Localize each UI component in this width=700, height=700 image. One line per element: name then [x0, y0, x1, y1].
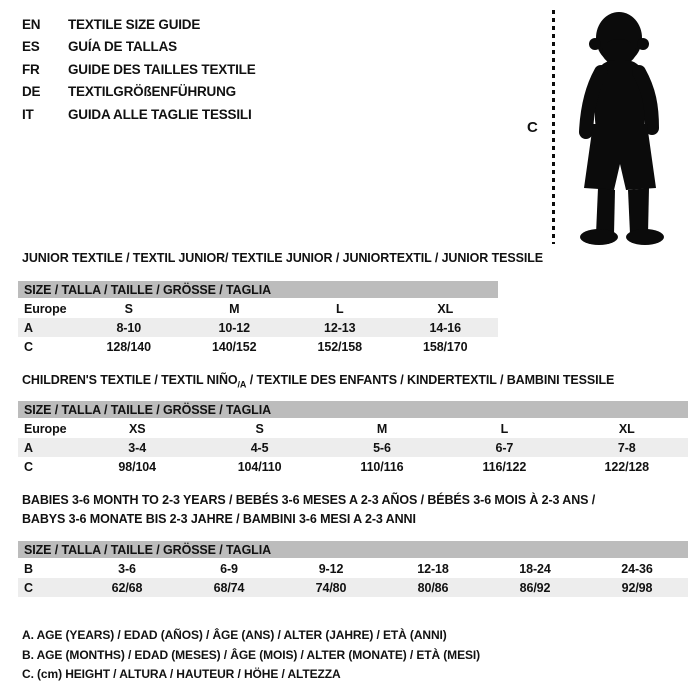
- size-header: SIZE / TALLA / TAILLE / GRÖSSE / TAGLIA: [18, 281, 498, 299]
- size-cell: S: [255, 422, 264, 436]
- junior-size-table: [18, 281, 498, 356]
- babies-size-table: [18, 541, 688, 597]
- height-cell: 152/158: [317, 339, 362, 354]
- row-label: C: [18, 578, 76, 597]
- height-cell: 86/92: [484, 578, 586, 597]
- table-row: [18, 299, 498, 318]
- height-cell: 104/110: [237, 459, 282, 474]
- row-label: C: [24, 339, 33, 354]
- age-cell: 7-8: [566, 438, 688, 457]
- age-cell: 24-36: [621, 562, 653, 576]
- language-row-it: [22, 103, 256, 126]
- language-label: TEXTILE SIZE GUIDE: [68, 16, 201, 32]
- children-title-post: / TEXTILE DES ENFANTS / KINDERTEXTIL / BAMBINI TESSILE: [246, 373, 615, 387]
- height-measure-label: C: [527, 119, 538, 136]
- language-label: TEXTILGRÖßENFÜHRUNG: [68, 84, 236, 100]
- size-cell: XS: [128, 422, 146, 436]
- table-row: [18, 337, 498, 356]
- size-header-row: [18, 401, 688, 419]
- row-label: Europe: [24, 302, 67, 316]
- age-cell: 3-6: [118, 562, 136, 576]
- size-header-row: [18, 541, 688, 559]
- size-header-row: [18, 281, 498, 299]
- age-cell: 6-9: [220, 562, 238, 576]
- size-header: SIZE / TALLA / TAILLE / GRÖSSE / TAGLIA: [18, 401, 688, 419]
- age-cell: 12-13: [287, 318, 393, 337]
- size-cell: M: [376, 422, 388, 436]
- size-header: SIZE / TALLA / TAILLE / GRÖSSE / TAGLIA: [18, 541, 688, 559]
- language-code: EN: [22, 16, 41, 32]
- table-row: [18, 419, 688, 438]
- age-cell: 10-12: [182, 318, 288, 337]
- age-cell: 12-18: [417, 562, 449, 576]
- language-label: GUÍA DE TALLAS: [68, 39, 177, 55]
- table-row: [18, 457, 688, 476]
- children-size-table: [18, 401, 688, 476]
- language-row-en: [22, 13, 256, 36]
- size-cell: L: [335, 302, 344, 316]
- language-row-es: [22, 36, 256, 59]
- height-dotted-line: [552, 10, 555, 244]
- age-cell: 3-4: [76, 438, 198, 457]
- babies-table-title: [22, 491, 595, 529]
- row-label: B: [24, 562, 33, 576]
- height-cell: 128/140: [106, 339, 151, 354]
- row-label: C: [24, 459, 33, 474]
- table-row: [18, 438, 688, 457]
- age-cell: 18-24: [519, 562, 551, 576]
- language-label: GUIDA ALLE TAGLIE TESSILI: [68, 106, 252, 122]
- age-cell: 5-6: [321, 438, 443, 457]
- children-title-sub: /A: [237, 379, 247, 390]
- size-cell: XL: [618, 422, 635, 436]
- language-code: IT: [22, 106, 34, 122]
- junior-table-title: JUNIOR TEXTILE / TEXTIL JUNIOR/ TEXTILE JUNIOR / JUNIORTEXTIL / JUNIOR TESSILE: [22, 251, 543, 265]
- size-cell: L: [500, 422, 509, 436]
- table-row: [18, 578, 688, 597]
- table-row: [18, 559, 688, 578]
- size-cell: XL: [437, 302, 454, 316]
- language-title-list: [22, 13, 256, 126]
- height-cell: 92/98: [586, 578, 688, 597]
- size-cell: M: [229, 302, 240, 316]
- language-code: ES: [22, 39, 40, 55]
- language-label: GUIDE DES TAILLES TEXTILE: [68, 61, 256, 77]
- babies-title-line1: BABIES 3-6 MONTH TO 2-3 YEARS / BEBÉS 3-6 MESES A 2-3 AÑOS / BÉBÉS 3-6 MOIS À 2-3 ANS /: [22, 493, 596, 507]
- toddler-silhouette-icon: [557, 6, 695, 248]
- height-cell: 110/116: [360, 459, 404, 474]
- age-cell: 8-10: [76, 318, 182, 337]
- table-row: [18, 318, 498, 337]
- height-cell: 68/74: [178, 578, 280, 597]
- age-cell: 14-16: [393, 318, 499, 337]
- footnote-a: A. AGE (YEARS) / EDAD (AÑOS) / ÂGE (ANS) / ALTER (JAHRE) / ETÀ (ANNI): [22, 628, 447, 642]
- footnote-c: C. (cm) HEIGHT / ALTURA / HAUTEUR / HÖHE / ALTEZZA: [22, 667, 341, 681]
- height-cell: 80/86: [382, 578, 484, 597]
- height-cell: 122/128: [604, 459, 650, 474]
- height-cell: 62/68: [76, 578, 178, 597]
- footnote-list: [22, 626, 480, 685]
- size-cell: S: [124, 302, 133, 316]
- row-label: A: [18, 318, 76, 337]
- footnote-b: B. AGE (MONTHS) / EDAD (MESES) / ÂGE (MOIS) / ALTER (MONATE) / ETÀ (MESI): [22, 647, 481, 662]
- age-cell: 6-7: [443, 438, 565, 457]
- children-title-pre: CHILDREN'S TEXTILE / TEXTIL NIÑO: [22, 373, 238, 387]
- row-label: A: [18, 438, 76, 457]
- language-code: FR: [22, 61, 40, 77]
- age-cell: 4-5: [198, 438, 320, 457]
- language-code: DE: [22, 84, 41, 100]
- children-table-title: [22, 373, 614, 390]
- babies-title-line2: BABYS 3-6 MONATE BIS 2-3 JAHRE / BAMBINI 3-6 MESI A 2-3 ANNI: [22, 512, 416, 526]
- height-cell: 158/170: [423, 339, 468, 354]
- row-label: Europe: [24, 422, 67, 436]
- height-cell: 98/104: [118, 459, 157, 474]
- language-row-de: [22, 81, 256, 104]
- height-cell: 116/122: [482, 459, 527, 474]
- language-row-fr: [22, 58, 256, 81]
- height-cell: 140/152: [212, 339, 257, 354]
- height-cell: 74/80: [280, 578, 382, 597]
- age-cell: 9-12: [318, 562, 344, 576]
